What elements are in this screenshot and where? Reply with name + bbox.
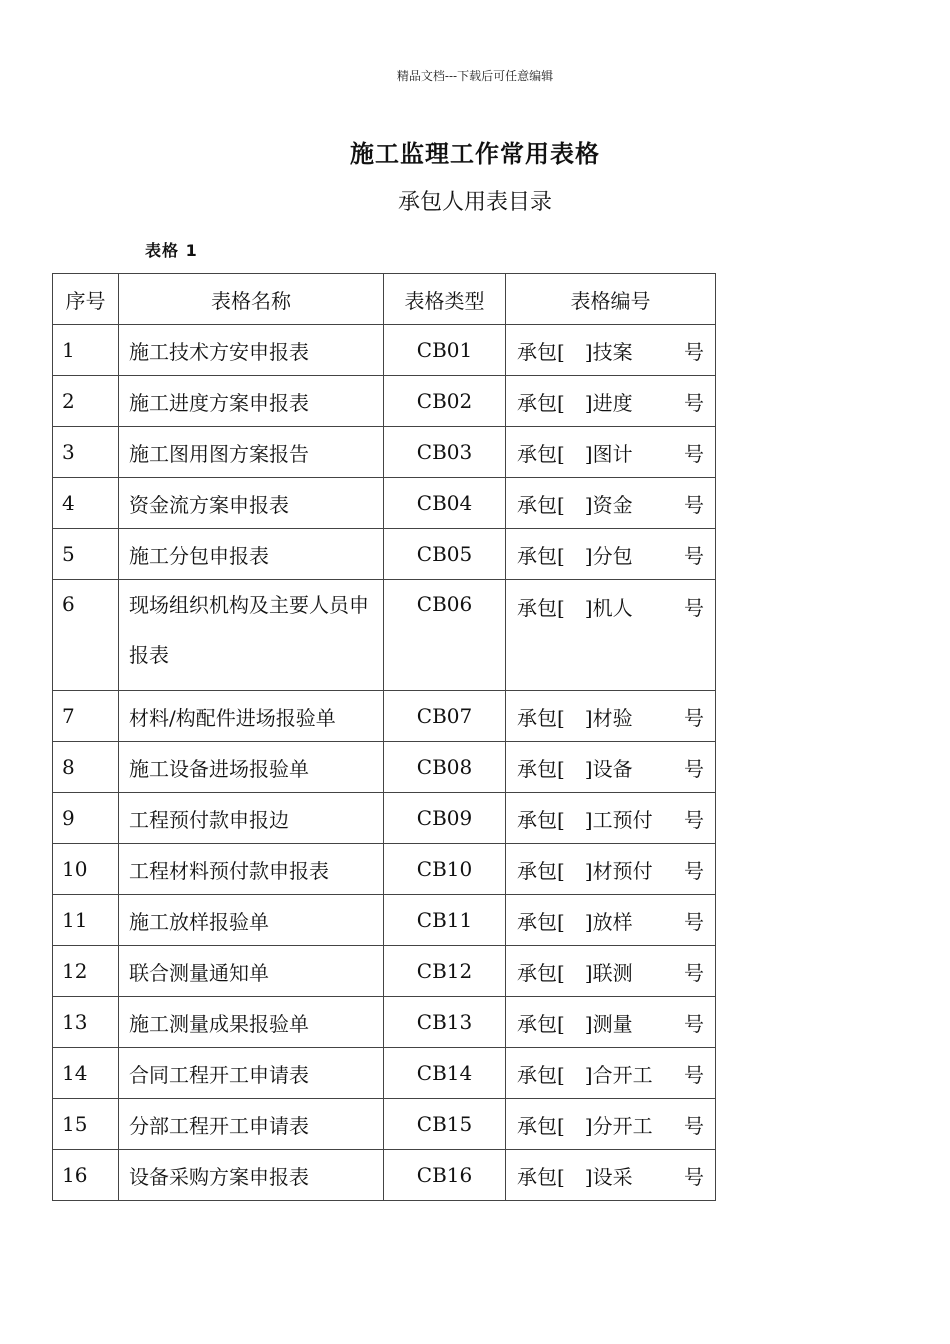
form-code-suffix: 号: [684, 1164, 704, 1189]
row-form-type: CB06: [384, 580, 506, 691]
form-code-suffix: 号: [684, 1011, 704, 1036]
column-header-name: 表格名称: [119, 274, 384, 325]
form-code-suffix: 号: [684, 909, 704, 934]
row-form-name: 工程预付款申报边: [119, 793, 384, 844]
row-form-name: 设备采购方案申报表: [119, 1150, 384, 1201]
table-header-row: [53, 274, 716, 325]
table-row: [53, 691, 716, 742]
form-code-prefix: 承包[ ]联测: [517, 960, 633, 985]
document-title: 施工监理工作常用表格: [350, 139, 600, 168]
table-row: [53, 1048, 716, 1099]
form-code-prefix: 承包[ ]材预付: [517, 858, 653, 883]
row-seq: 10: [53, 844, 119, 895]
row-form-code: [506, 946, 716, 997]
form-code-suffix: 号: [684, 858, 704, 883]
row-form-name: 材料/构配件进场报验单: [119, 691, 384, 742]
row-form-type: CB02: [384, 376, 506, 427]
row-form-type: CB14: [384, 1048, 506, 1099]
row-form-code: [506, 997, 716, 1048]
table-row: [53, 427, 716, 478]
row-form-type: CB12: [384, 946, 506, 997]
form-code-prefix: 承包[ ]机人: [517, 596, 633, 620]
form-code-prefix: 承包[ ]图计: [517, 441, 633, 466]
row-seq: 7: [53, 691, 119, 742]
form-code-suffix: 号: [684, 543, 704, 568]
row-form-type: CB08: [384, 742, 506, 793]
form-code-prefix: 承包[ ]分包: [517, 543, 633, 568]
table-row: [53, 376, 716, 427]
row-seq: 3: [53, 427, 119, 478]
row-seq: 1: [53, 325, 119, 376]
row-form-type: CB04: [384, 478, 506, 529]
table-row: [53, 742, 716, 793]
row-form-name: 联合测量通知单: [119, 946, 384, 997]
row-form-code: [506, 376, 716, 427]
table-row: [53, 478, 716, 529]
form-code-suffix: 号: [684, 705, 704, 730]
row-form-code: [506, 325, 716, 376]
row-form-type: CB10: [384, 844, 506, 895]
column-header-type: 表格类型: [384, 274, 506, 325]
page-header-note: 精品文档---下载后可任意编辑: [396, 69, 554, 83]
form-code-suffix: 号: [684, 441, 704, 466]
row-form-type: CB07: [384, 691, 506, 742]
table-row: [53, 580, 716, 691]
row-form-name: [119, 580, 384, 691]
row-seq: 16: [53, 1150, 119, 1201]
row-form-name: 施工分包申报表: [119, 529, 384, 580]
row-form-code: [506, 580, 716, 691]
row-form-name: 资金流方案申报表: [119, 478, 384, 529]
row-seq: 12: [53, 946, 119, 997]
row-seq: 11: [53, 895, 119, 946]
form-code-suffix: 号: [684, 390, 704, 415]
row-form-name-text: 现场组织机构及主要人员申报表: [129, 593, 369, 667]
form-code-suffix: 号: [684, 960, 704, 985]
row-form-type: CB13: [384, 997, 506, 1048]
form-code-suffix: 号: [684, 596, 704, 620]
row-form-name: 分部工程开工申请表: [119, 1099, 384, 1150]
form-code-prefix: 承包[ ]设采: [517, 1164, 633, 1189]
table-row: [53, 844, 716, 895]
row-form-type: CB15: [384, 1099, 506, 1150]
form-code-prefix: 承包[ ]合开工: [517, 1062, 653, 1087]
row-seq: 14: [53, 1048, 119, 1099]
form-code-prefix: 承包[ ]进度: [517, 390, 633, 415]
form-code-prefix: 承包[ ]资金: [517, 492, 633, 517]
row-form-code: [506, 427, 716, 478]
row-form-type: CB01: [384, 325, 506, 376]
table-row: [53, 1150, 716, 1201]
row-form-code: [506, 691, 716, 742]
table-row: [53, 793, 716, 844]
form-code-suffix: 号: [684, 339, 704, 364]
form-code-prefix: 承包[ ]测量: [517, 1011, 633, 1036]
table-row: [53, 1099, 716, 1150]
row-form-type: CB09: [384, 793, 506, 844]
row-form-code: [506, 478, 716, 529]
form-code-suffix: 号: [684, 807, 704, 832]
row-form-code: [506, 895, 716, 946]
form-code-prefix: 承包[ ]技案: [517, 339, 633, 364]
row-form-code: [506, 1099, 716, 1150]
form-code-suffix: 号: [684, 756, 704, 781]
row-seq: 13: [53, 997, 119, 1048]
row-seq: 6: [53, 580, 119, 691]
row-seq: 2: [53, 376, 119, 427]
table-row: [53, 325, 716, 376]
document-subtitle: 承包人用表目录: [397, 190, 552, 215]
form-code-suffix: 号: [684, 1113, 704, 1138]
row-seq: 5: [53, 529, 119, 580]
form-code-suffix: 号: [684, 492, 704, 517]
row-form-name: 施工图用图方案报告: [119, 427, 384, 478]
row-seq: 8: [53, 742, 119, 793]
table-row: [53, 895, 716, 946]
row-form-code: [506, 1150, 716, 1201]
column-header-seq: 序号: [53, 274, 119, 325]
row-form-name: 施工放样报验单: [119, 895, 384, 946]
form-code-suffix: 号: [684, 1062, 704, 1087]
table-label: 表格 1: [145, 241, 198, 260]
form-code-prefix: 承包[ ]工预付: [517, 807, 653, 832]
row-form-code: [506, 742, 716, 793]
row-form-name: 施工测量成果报验单: [119, 997, 384, 1048]
form-code-prefix: 承包[ ]材验: [517, 705, 633, 730]
row-seq: 4: [53, 478, 119, 529]
row-form-name: 施工进度方案申报表: [119, 376, 384, 427]
row-form-code: [506, 844, 716, 895]
row-form-name: 施工设备进场报验单: [119, 742, 384, 793]
row-form-type: CB03: [384, 427, 506, 478]
row-form-code: [506, 1048, 716, 1099]
form-code-prefix: 承包[ ]设备: [517, 756, 633, 781]
row-seq: 15: [53, 1099, 119, 1150]
form-catalog-table: [52, 273, 716, 1201]
row-form-name: 工程材料预付款申报表: [119, 844, 384, 895]
form-code-prefix: 承包[ ]分开工: [517, 1113, 653, 1138]
row-form-code: [506, 793, 716, 844]
row-form-name: 施工技术方安申报表: [119, 325, 384, 376]
row-form-type: CB05: [384, 529, 506, 580]
row-form-type: CB16: [384, 1150, 506, 1201]
column-header-code: 表格编号: [506, 274, 716, 325]
form-code-prefix: 承包[ ]放样: [517, 909, 633, 934]
row-form-type: CB11: [384, 895, 506, 946]
table-row: [53, 946, 716, 997]
table-row: [53, 529, 716, 580]
table-row: [53, 997, 716, 1048]
row-seq: 9: [53, 793, 119, 844]
row-form-code: [506, 529, 716, 580]
row-form-name: 合同工程开工申请表: [119, 1048, 384, 1099]
